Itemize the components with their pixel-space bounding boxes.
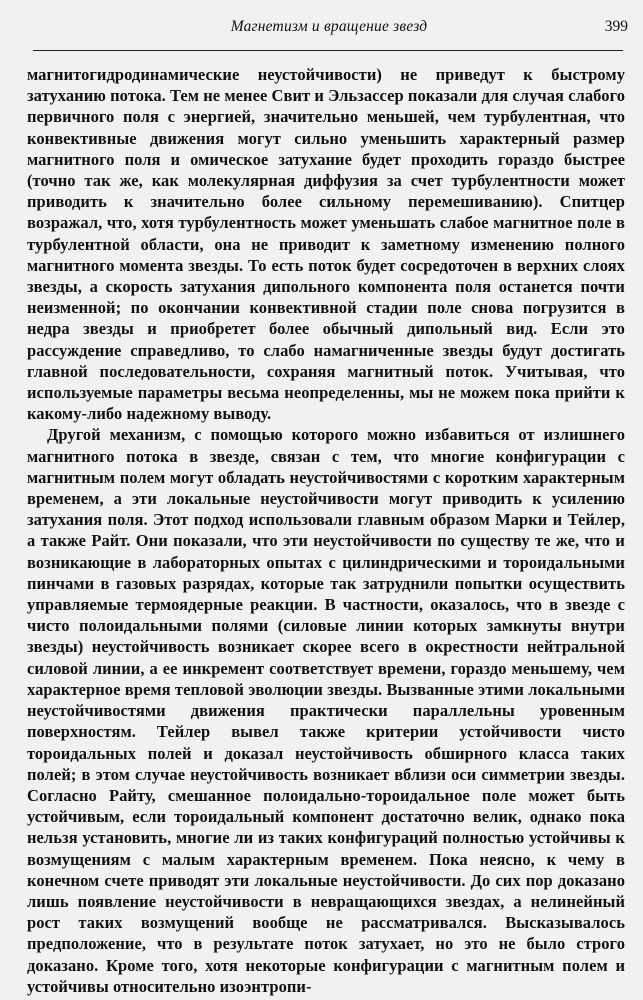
paragraph: магнитогидродинамические неустойчивости) не приведут к быстрому затуханию потока. Тем не менее Свит и Эльзассер показали для случая слабого первичного поля с энергией, значительно меньшей, чем турбулентная, что конвективные движения могут сильно уменьшить характерный размер магнитного поля и омическое затухание будет проходить гораздо быстрее (точно так же, как молекулярная диффузия за счет турбулентности может приводить к значительно более сильному перемешиванию). Спитцер возражал, что, хотя турбулентность может уменьшать слабое магнитное поле в турбулентной области, она не приводит к заметному изменению полного магнитного момента звезды. То есть поток будет сосредоточен в верхних слоях звезды, а скорость затухания дипольного компонента поля останется почти неизменной; по окончании конвективной стадии поле снова погрузится в недра звезды и приобретет более обычный дипольный вид. Если это рассуждение справедливо, то слабо намагниченные звезды будут достигать главной последовательности, сохраняя магнитный поток. Учитывая, что используемые параметры весьма неопределенны, мы не можем пока прийти к какому-либо надежному выводу. — [27, 65, 625, 424]
header-rule — [33, 50, 623, 51]
paragraph: Другой механизм, с помощью которого можно избавиться от излишнего магнитного потока в звезде, связан с тем, что многие конфигурации с магнитным полем могут обладать неустойчивостями с коротким характерным временем, а эти локальные неустойчивости могут приводить к усилению затухания поля. Этот подход использовали главным образом Марки и Тейлер, а также Райт. Они показали, что эти неустойчивости по существу те же, что и возникающие в лабораторных опытах с цилиндрическими и тороидальными пинчами в газовых разрядах, которые так затруднили попытки осуществить управляемые термоядерные реакции. В частности, оказалось, что в звезде с чисто полоидальными полями (силовые линии которых замкнуты внутри звезды) неустойчивость возникает скорее всего в окрестности нейтральной силовой линии, а ее инкремент соответствует времени, гораздо меньшему, чем характерное время тепловой эволюции звезды. Вызванные этими локальными неустойчивостями движения практически параллельны уровенным поверхностям. Тейлер вывел также критерии устойчивости чисто тороидальных полей и доказал неустойчивость обширного класса таких полей; в этом случае неустойчивость возникает вблизи оси симметрии звезды. Согласно Райту, смешанное полоидально-тороидальное поле может быть устойчивым, если тороидальный компонент достаточно велик, однако пока нельзя установить, многие ли из таких конфигураций полностью устойчивы к возмущениям с малым характерным временем. Пока неясно, к чему в конечном счете приводят эти локальные неустойчивости. До сих пор доказано лишь появление неустойчивости в невращающихся звездах, а нелинейный рост таких возмущений вообще не рассматривался. Высказывалось предположение, что в результате поток затухает, но это не было строго доказано. Кроме того, хотя некоторые конфигурации с магнитным полем и устойчивы относительно изоэнтропи- — [27, 425, 625, 996]
body-text — [27, 64, 625, 997]
running-head — [30, 18, 628, 42]
running-title: Магнетизм и вращение звезд — [230, 18, 428, 35]
page-number: 399 — [604, 18, 628, 35]
